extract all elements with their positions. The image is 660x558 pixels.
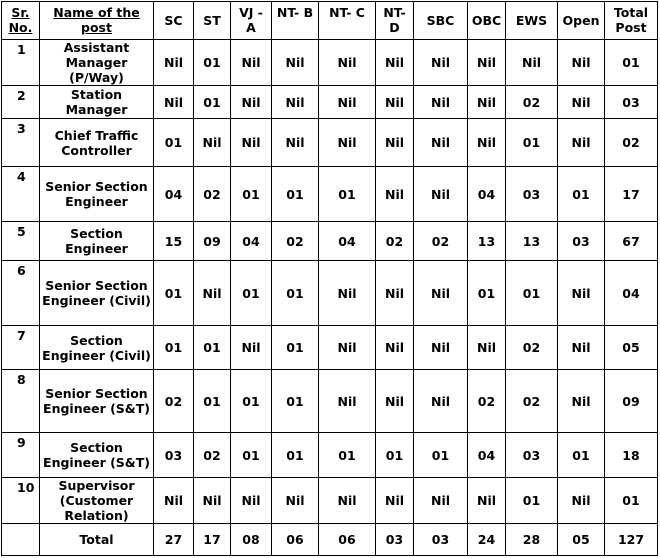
value-cell: 01 bbox=[272, 167, 319, 222]
column-header: Open bbox=[558, 2, 605, 40]
value-cell: Nil bbox=[506, 40, 558, 86]
value-cell: 02 bbox=[272, 222, 319, 261]
value-cell: Nil bbox=[272, 86, 319, 119]
value-cell: 01 bbox=[272, 261, 319, 326]
serial-number-cell: 8 bbox=[2, 370, 40, 433]
serial-number-cell: 4 bbox=[2, 167, 40, 222]
value-cell: Nil bbox=[154, 86, 194, 119]
total-blank-cell bbox=[2, 524, 40, 556]
column-header: OBC bbox=[468, 2, 506, 40]
value-cell: Nil bbox=[414, 261, 468, 326]
value-cell: 01 bbox=[272, 326, 319, 370]
value-cell: Nil bbox=[468, 326, 506, 370]
value-cell: 03 bbox=[506, 433, 558, 478]
value-cell: Nil bbox=[272, 119, 319, 167]
value-cell: 02 bbox=[194, 433, 231, 478]
value-cell: 01 bbox=[558, 167, 605, 222]
value-cell: 01 bbox=[231, 370, 272, 433]
value-cell: 03 bbox=[506, 167, 558, 222]
value-cell: Nil bbox=[558, 326, 605, 370]
value-cell: 02 bbox=[414, 222, 468, 261]
value-cell: 02 bbox=[154, 370, 194, 433]
value-cell: 01 bbox=[319, 167, 376, 222]
table-row bbox=[2, 433, 658, 478]
value-cell: 01 bbox=[231, 167, 272, 222]
value-cell: Nil bbox=[231, 119, 272, 167]
value-cell: 02 bbox=[506, 370, 558, 433]
table-row bbox=[2, 370, 658, 433]
post-name-cell: Section Engineer bbox=[40, 222, 154, 261]
value-cell: 01 bbox=[194, 40, 231, 86]
value-cell: Nil bbox=[414, 119, 468, 167]
value-cell: Nil bbox=[414, 326, 468, 370]
total-value-cell: 06 bbox=[319, 524, 376, 556]
total-value-cell: 28 bbox=[506, 524, 558, 556]
column-header: SC bbox=[154, 2, 194, 40]
value-cell: Nil bbox=[468, 478, 506, 524]
table-row bbox=[2, 478, 658, 524]
value-cell: 04 bbox=[605, 261, 658, 326]
total-value-cell: 17 bbox=[194, 524, 231, 556]
total-value-cell: 05 bbox=[558, 524, 605, 556]
value-cell: Nil bbox=[194, 261, 231, 326]
value-cell: Nil bbox=[231, 86, 272, 119]
value-cell: 01 bbox=[154, 261, 194, 326]
total-value-cell: 27 bbox=[154, 524, 194, 556]
value-cell: Nil bbox=[231, 478, 272, 524]
table-row bbox=[2, 40, 658, 86]
value-cell: 01 bbox=[319, 433, 376, 478]
value-cell: 01 bbox=[154, 119, 194, 167]
table-row bbox=[2, 86, 658, 119]
value-cell: 17 bbox=[605, 167, 658, 222]
serial-number-cell: 7 bbox=[2, 326, 40, 370]
value-cell: Nil bbox=[414, 40, 468, 86]
value-cell: 18 bbox=[605, 433, 658, 478]
value-cell: 01 bbox=[376, 433, 414, 478]
post-name-cell: Senior Section Engineer (S&T) bbox=[40, 370, 154, 433]
value-cell: 13 bbox=[468, 222, 506, 261]
value-cell: 04 bbox=[468, 433, 506, 478]
value-cell: 03 bbox=[605, 86, 658, 119]
value-cell: Nil bbox=[558, 119, 605, 167]
total-value-cell: 03 bbox=[414, 524, 468, 556]
total-value-cell: 06 bbox=[272, 524, 319, 556]
value-cell: Nil bbox=[414, 370, 468, 433]
value-cell: 01 bbox=[605, 40, 658, 86]
header-row bbox=[2, 2, 658, 40]
post-name-cell: Supervisor (Customer Relation) bbox=[40, 478, 154, 524]
value-cell: 67 bbox=[605, 222, 658, 261]
value-cell: Nil bbox=[194, 119, 231, 167]
value-cell: Nil bbox=[376, 478, 414, 524]
total-value-cell: 03 bbox=[376, 524, 414, 556]
value-cell: 01 bbox=[414, 433, 468, 478]
table-row bbox=[2, 222, 658, 261]
table-row bbox=[2, 119, 658, 167]
value-cell: 02 bbox=[506, 326, 558, 370]
column-header: Total Post bbox=[605, 2, 658, 40]
post-name-cell: Senior Section Engineer (Civil) bbox=[40, 261, 154, 326]
table-row bbox=[2, 326, 658, 370]
value-cell: 01 bbox=[468, 261, 506, 326]
value-cell: Nil bbox=[319, 478, 376, 524]
value-cell: Nil bbox=[414, 478, 468, 524]
column-header: NT- C bbox=[319, 2, 376, 40]
value-cell: Nil bbox=[272, 40, 319, 86]
value-cell: Nil bbox=[376, 326, 414, 370]
value-cell: 03 bbox=[154, 433, 194, 478]
column-header: SBC bbox=[414, 2, 468, 40]
post-name-cell: Chief Traffic Controller bbox=[40, 119, 154, 167]
post-name-cell: Assistant Manager (P/Way) bbox=[40, 40, 154, 86]
column-header: VJ - A bbox=[231, 2, 272, 40]
value-cell: 01 bbox=[154, 326, 194, 370]
value-cell: 01 bbox=[506, 478, 558, 524]
value-cell: Nil bbox=[231, 326, 272, 370]
value-cell: Nil bbox=[558, 40, 605, 86]
value-cell: Nil bbox=[319, 326, 376, 370]
value-cell: 02 bbox=[506, 86, 558, 119]
total-label: Total bbox=[40, 524, 154, 556]
column-header: ST bbox=[194, 2, 231, 40]
value-cell: 02 bbox=[605, 119, 658, 167]
serial-number-cell: 1 bbox=[2, 40, 40, 86]
value-cell: Nil bbox=[468, 40, 506, 86]
serial-number-cell: 3 bbox=[2, 119, 40, 167]
value-cell: Nil bbox=[376, 261, 414, 326]
serial-number-cell: 10 bbox=[2, 478, 40, 524]
value-cell: 01 bbox=[605, 478, 658, 524]
table-row bbox=[2, 261, 658, 326]
value-cell: 01 bbox=[231, 261, 272, 326]
value-cell: Nil bbox=[319, 119, 376, 167]
total-value-cell: 24 bbox=[468, 524, 506, 556]
table-row bbox=[2, 167, 658, 222]
column-header: Sr. No. bbox=[2, 2, 40, 40]
value-cell: Nil bbox=[558, 261, 605, 326]
serial-number-cell: 6 bbox=[2, 261, 40, 326]
value-cell: Nil bbox=[154, 40, 194, 86]
value-cell: 04 bbox=[231, 222, 272, 261]
value-cell: 01 bbox=[506, 119, 558, 167]
column-header: EWS bbox=[506, 2, 558, 40]
value-cell: Nil bbox=[319, 40, 376, 86]
value-cell: Nil bbox=[154, 478, 194, 524]
value-cell: Nil bbox=[414, 86, 468, 119]
serial-number-cell: 2 bbox=[2, 86, 40, 119]
value-cell: 09 bbox=[605, 370, 658, 433]
value-cell: Nil bbox=[231, 40, 272, 86]
value-cell: Nil bbox=[319, 86, 376, 119]
value-cell: 01 bbox=[506, 261, 558, 326]
value-cell: 02 bbox=[194, 167, 231, 222]
value-cell: Nil bbox=[468, 119, 506, 167]
value-cell: Nil bbox=[376, 86, 414, 119]
value-cell: Nil bbox=[376, 119, 414, 167]
serial-number-cell: 9 bbox=[2, 433, 40, 478]
value-cell: Nil bbox=[376, 167, 414, 222]
post-name-cell: Senior Section Engineer bbox=[40, 167, 154, 222]
value-cell: Nil bbox=[558, 86, 605, 119]
value-cell: 03 bbox=[558, 222, 605, 261]
value-cell: 01 bbox=[272, 433, 319, 478]
value-cell: 04 bbox=[319, 222, 376, 261]
value-cell: Nil bbox=[376, 370, 414, 433]
value-cell: 02 bbox=[468, 370, 506, 433]
total-value-cell: 127 bbox=[605, 524, 658, 556]
value-cell: 01 bbox=[194, 326, 231, 370]
value-cell: 02 bbox=[376, 222, 414, 261]
value-cell: 01 bbox=[231, 433, 272, 478]
value-cell: Nil bbox=[558, 370, 605, 433]
value-cell: 01 bbox=[558, 433, 605, 478]
column-header: Name of the post bbox=[40, 2, 154, 40]
serial-number-cell: 5 bbox=[2, 222, 40, 261]
value-cell: Nil bbox=[468, 86, 506, 119]
value-cell: 01 bbox=[272, 370, 319, 433]
post-name-cell: Section Engineer (Civil) bbox=[40, 326, 154, 370]
value-cell: Nil bbox=[558, 478, 605, 524]
total-row bbox=[2, 524, 658, 556]
value-cell: Nil bbox=[319, 370, 376, 433]
post-name-cell: Section Engineer (S&T) bbox=[40, 433, 154, 478]
value-cell: 09 bbox=[194, 222, 231, 261]
vacancy-table bbox=[1, 1, 658, 556]
value-cell: 01 bbox=[194, 370, 231, 433]
value-cell: 01 bbox=[194, 86, 231, 119]
total-value-cell: 08 bbox=[231, 524, 272, 556]
column-header: NT- D bbox=[376, 2, 414, 40]
column-header: NT- B bbox=[272, 2, 319, 40]
value-cell: 15 bbox=[154, 222, 194, 261]
value-cell: 04 bbox=[154, 167, 194, 222]
post-name-cell: Station Manager bbox=[40, 86, 154, 119]
value-cell: 04 bbox=[468, 167, 506, 222]
value-cell: Nil bbox=[319, 261, 376, 326]
value-cell: 13 bbox=[506, 222, 558, 261]
value-cell: Nil bbox=[194, 478, 231, 524]
value-cell: 05 bbox=[605, 326, 658, 370]
value-cell: Nil bbox=[272, 478, 319, 524]
value-cell: Nil bbox=[414, 167, 468, 222]
value-cell: Nil bbox=[376, 40, 414, 86]
